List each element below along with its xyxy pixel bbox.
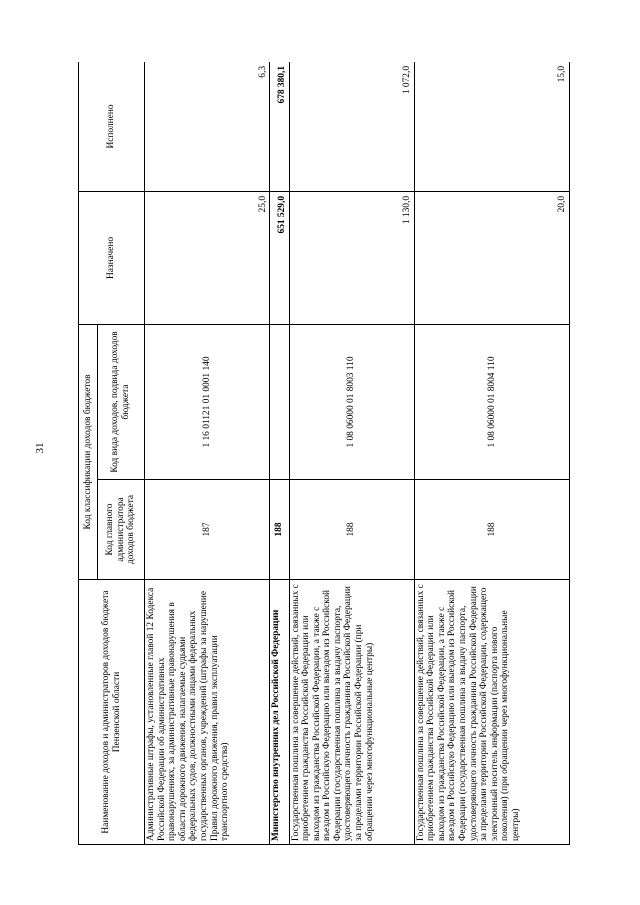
- row-income-code: 1 08 06000 01 8003 110: [289, 324, 414, 479]
- row-executed: 1 072,0: [289, 62, 414, 191]
- row-executed: 15,0: [414, 62, 569, 191]
- header-assigned: Назначено: [79, 191, 145, 324]
- row-name: Государственная пошлина за совершение действий, связанных с приобретением гражданства Российской Федерации или выходом из гражданства Российской Федерации, а также с въездом в Российскую Федерацию или выездом из Российской Федерации (государственная пошлина за выдачу паспорта, удостоверяющего личность гражданина Российской Федерации за пределами территории Российской Федерации (при обращении через многофункциональные центры): [289, 580, 414, 845]
- row-name: Министерство внутренних дел Российской Федерации: [270, 580, 289, 845]
- row-assigned: 651 529,0: [270, 191, 289, 324]
- header-executed: Исполнено: [79, 62, 145, 191]
- table-row: [270, 62, 289, 845]
- table-row: [414, 62, 569, 845]
- row-assigned: 25,0: [145, 191, 270, 324]
- header-income-kind: Код вида доходов, подвида доходов бюджета: [98, 324, 145, 479]
- rotated-content: [78, 62, 570, 845]
- row-executed: 6,3: [145, 62, 270, 191]
- row-income-code: 1 16 01121 01 0001 140: [145, 324, 270, 479]
- row-admin-code: 188: [289, 480, 414, 580]
- row-admin-code: 188: [270, 480, 289, 580]
- row-name: Государственная пошлина за совершение действий, связанных с приобретением гражданства Российской Федерации или выходом из гражданства Российской Федерации, а также с въездом в Российскую Федерацию или выездом из Российской Федерации (государственная пошлина за выдачу паспорта, удостоверяющего личность гражданина Российской Федерации за пределами территории Российской Федерации, содержащего электронный носитель информации (паспорта нового поколения) (при обращении через многофункциональные центры): [414, 580, 569, 845]
- row-admin-code: 187: [145, 480, 270, 580]
- row-executed: 678 380,1: [270, 62, 289, 191]
- rotated-table-frame: [78, 62, 570, 845]
- row-assigned: 1 130,0: [289, 191, 414, 324]
- row-assigned: 20,0: [414, 191, 569, 324]
- page-number: 31: [34, 442, 46, 454]
- table-row: [145, 62, 270, 845]
- row-admin-code: 188: [414, 480, 569, 580]
- row-income-code: [270, 324, 289, 479]
- row-income-code: 1 08 06000 01 8004 110: [414, 324, 569, 479]
- header-chief-admin: Код главного администратора доходов бюджета: [98, 480, 145, 580]
- row-name: Административные штрафы, установленные главой 12 Кодекса Российской Федерации об административных правонарушениях, за административные правонарушения в области дорожного движения, налагаемые судьями федеральных судов, должностными лицами федеральных государственных органов, учреждений (штрафы за нарушение Правил дорожного движения, правил эксплуатации транспортного средства): [145, 580, 270, 845]
- budget-income-table: [78, 62, 570, 845]
- header-name: Наименование доходов и администраторов доходов бюджета Пензенской области: [79, 580, 145, 845]
- table-row: [289, 62, 414, 845]
- header-classification-group: Код классификации доходов бюджетов: [79, 324, 98, 579]
